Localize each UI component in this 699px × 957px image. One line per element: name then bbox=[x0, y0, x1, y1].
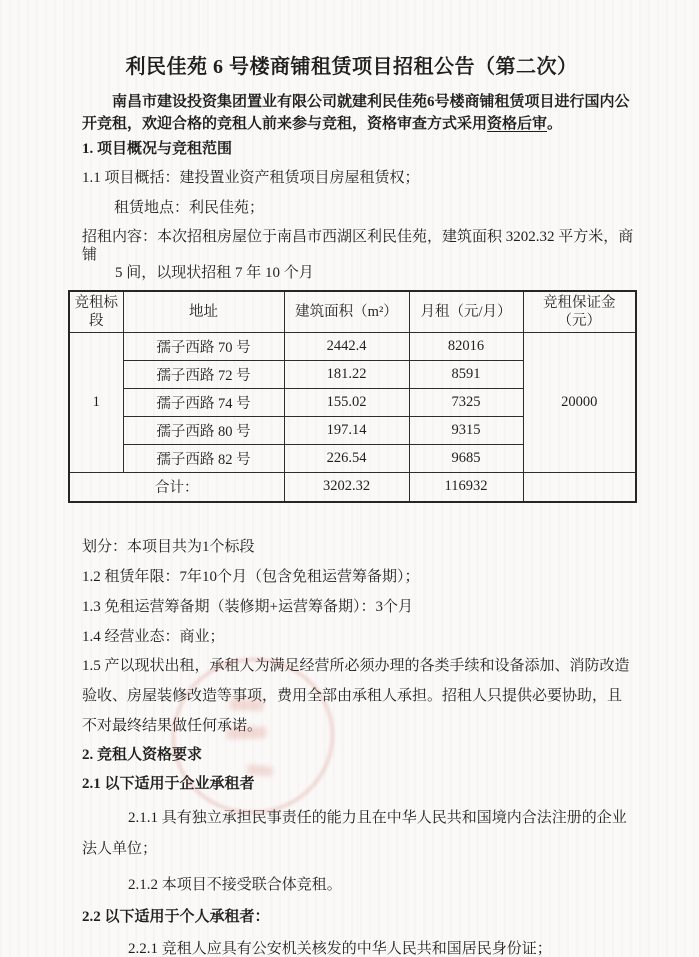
header-cell-bid-section: 竞租标段 bbox=[69, 291, 123, 332]
table-header-row bbox=[69, 291, 636, 332]
bid-section-cell: 1 bbox=[69, 332, 123, 472]
clause-1-2: 1.2 租赁年限：7年10个月（包含免租运营筹备期）； bbox=[82, 569, 420, 585]
clause-2-2-1: 2.2.1 竞租人应具有公安机关核发的中华人民共和国居民身份证； bbox=[128, 941, 552, 957]
intro-tail-text: 。 bbox=[547, 116, 563, 132]
section-2-heading: 2. 竞租人资格要求 bbox=[82, 747, 203, 763]
document-title: 利民佳苑 6 号楼商铺租赁项目招租公告（第二次） bbox=[125, 56, 578, 78]
total-rent-cell: 116932 bbox=[409, 472, 523, 502]
header-cell-deposit bbox=[523, 291, 636, 332]
intro-paragraph bbox=[82, 91, 635, 135]
property-row bbox=[69, 332, 636, 360]
total-label-cell: 合计： bbox=[69, 472, 284, 502]
rental-location-line: 租赁地点：利民佳苑； bbox=[114, 200, 265, 216]
area-cell: 197.14 bbox=[284, 416, 409, 444]
total-area-cell: 3202.32 bbox=[284, 472, 409, 502]
area-cell: 2442.4 bbox=[284, 332, 409, 360]
rent-cell: 8591 bbox=[409, 360, 523, 388]
header-cell-address: 地址 bbox=[123, 291, 284, 332]
area-cell: 155.02 bbox=[284, 388, 409, 416]
deposit-cell: 20000 bbox=[523, 332, 636, 472]
address-cell: 孺子西路 70 号 bbox=[123, 332, 284, 360]
intro-lead-text: 南昌市建设投资集团置业有限公司就建利民佳苑6号楼商铺租赁项目进行国内公开竞租，欢迎合格的竞租人前来参与竞租，资格审查方式采用 bbox=[82, 94, 630, 132]
clause-2-1-1: 2.1.1 具有独立承担民事责任的能力且在中华人民共和国境内合法注册的企业法人单位； bbox=[82, 810, 627, 857]
table-total-row bbox=[69, 472, 636, 502]
clause-1-3: 1.3 免租运营筹备期（装修期+运营筹备期）：3个月 bbox=[82, 599, 413, 615]
spacer bbox=[68, 503, 635, 537]
area-cell: 181.22 bbox=[284, 360, 409, 388]
address-cell: 孺子西路 74 号 bbox=[123, 388, 284, 416]
total-deposit-cell bbox=[523, 472, 636, 502]
clause-1-4: 1.4 经营业态：商业； bbox=[82, 629, 225, 645]
rental-content-line-2: 5 间，以现状招租 7 年 10 个月 bbox=[115, 265, 314, 281]
rent-cell: 9685 bbox=[409, 444, 523, 472]
clause-2-2: 2.2 以下适用于个人承租者： bbox=[82, 909, 270, 925]
clause-2-1: 2.1 以下适用于企业承租者 bbox=[82, 776, 255, 792]
header-deposit-line2: （元） bbox=[557, 312, 601, 329]
clause-2-1-2: 2.1.2 本项目不接受联合体竞租。 bbox=[128, 877, 342, 893]
header-deposit-line1: 竞租保证金 bbox=[543, 294, 616, 311]
rent-cell: 7325 bbox=[409, 388, 523, 416]
address-cell: 孺子西路 82 号 bbox=[123, 444, 284, 472]
header-cell-area: 建筑面积（m²） bbox=[284, 291, 409, 332]
section-1-heading: 1. 项目概况与竞租范围 bbox=[82, 141, 233, 157]
header-cell-rent: 月租（元/月） bbox=[409, 291, 523, 332]
address-cell: 孺子西路 72 号 bbox=[123, 360, 284, 388]
clause-1-1: 1.1 项目概括：建投置业资产租赁项目房屋租赁权； bbox=[82, 170, 420, 186]
area-cell: 226.54 bbox=[284, 444, 409, 472]
rent-cell: 82016 bbox=[409, 332, 523, 360]
clause-1-5: 1.5 产以现状出租，承租人为满足经营所必须办理的各类手续和设备添加、消防改造验收、房屋装修改造等事项，费用全部由承租人承担。招租人只提供必要协助，且不对最终结果做任何承诺。 bbox=[82, 658, 630, 734]
intro-underlined-text: 资格后审 bbox=[487, 116, 548, 132]
division-line: 划分：本项目共为1个标段 bbox=[82, 539, 255, 555]
rent-cell: 9315 bbox=[409, 416, 523, 444]
bid-sections-table bbox=[68, 290, 637, 503]
rental-content-line-1: 招租内容：本次招租房屋位于南昌市西湖区利民佳苑，建筑面积 3202.32 平方米，商铺 bbox=[82, 229, 634, 263]
address-cell: 孺子西路 80 号 bbox=[123, 416, 284, 444]
